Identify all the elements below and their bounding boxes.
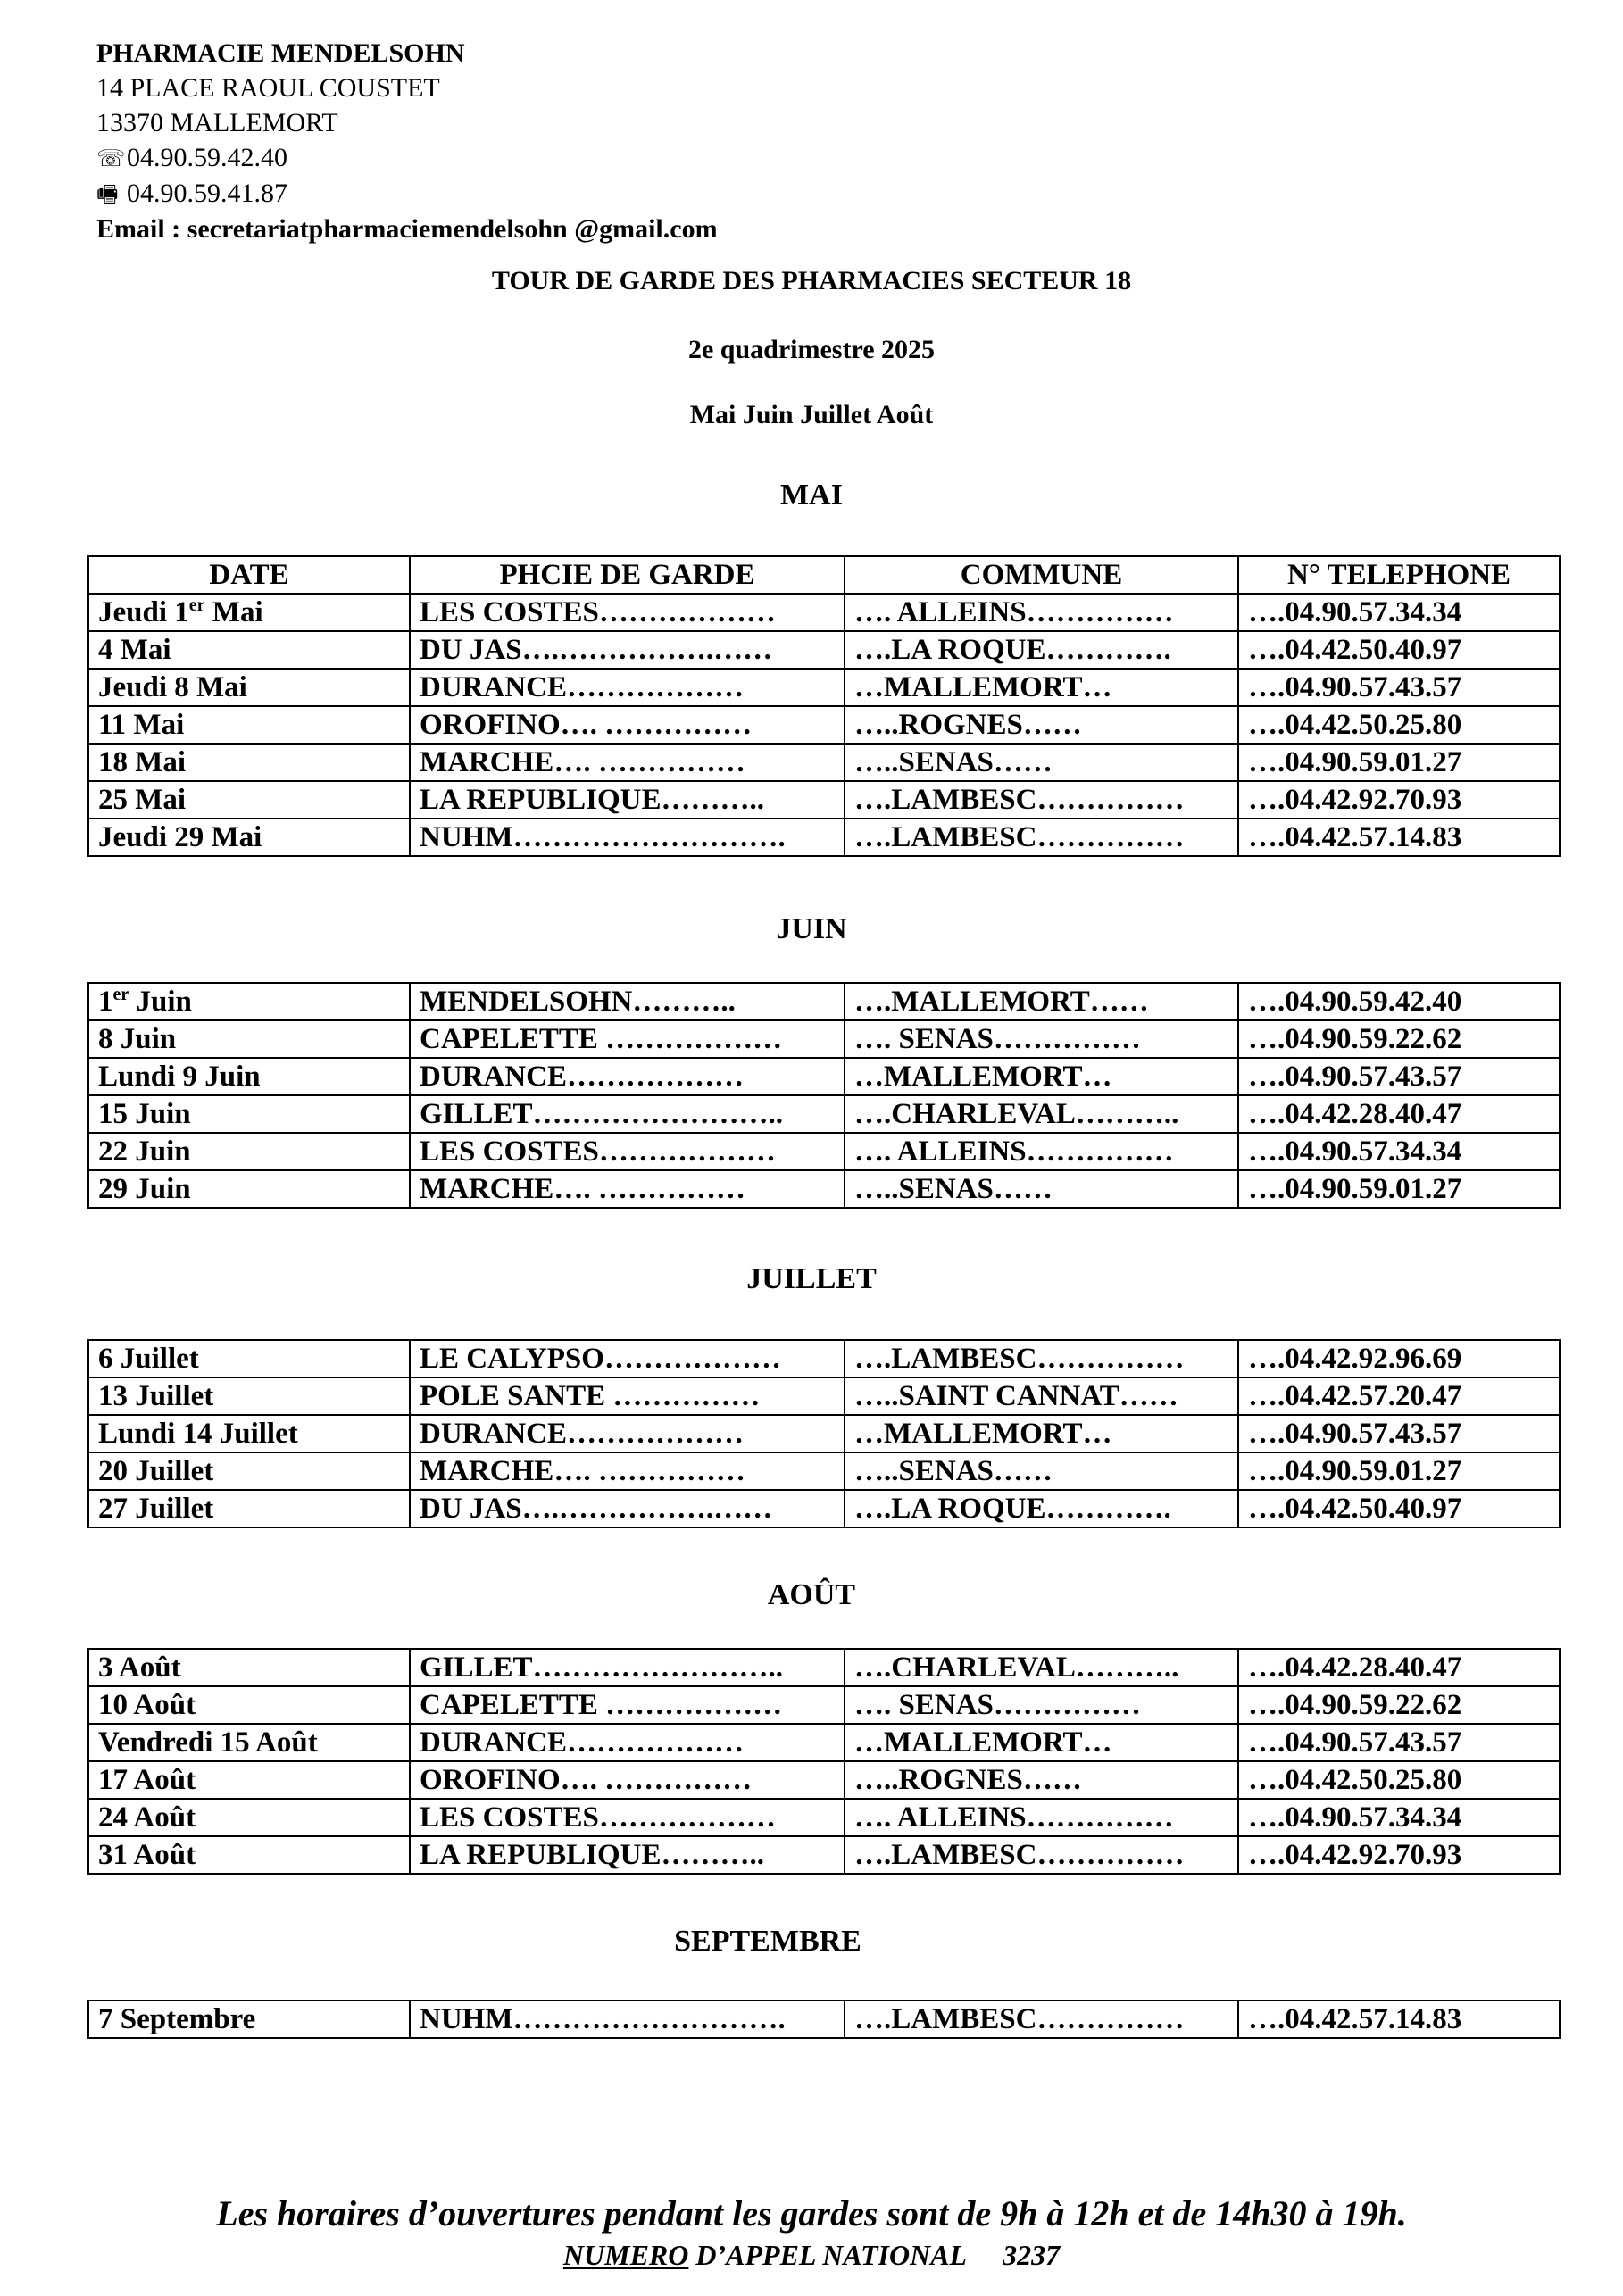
phone-cell: ….04.90.57.34.34 <box>1238 1133 1560 1170</box>
schedule-table-juin <box>87 982 1561 1209</box>
commune-cell: …. SENAS…………… <box>845 1020 1238 1058</box>
commune-cell: …. ALLEINS…………… <box>845 594 1238 631</box>
table-row <box>88 1170 1560 1208</box>
month-title-mai: MAI <box>780 478 843 512</box>
month-title-juin: JUIN <box>776 912 847 945</box>
pharmacy-cell: CAPELETTE ……………… <box>410 1686 845 1724</box>
pharmacy-cell: LES COSTES……………… <box>410 1799 845 1836</box>
pharmacy-header <box>96 36 718 246</box>
national-number-line <box>0 2239 1623 2272</box>
phone-cell: ….04.42.92.70.93 <box>1238 781 1560 819</box>
document-title: TOUR DE GARDE DES PHARMACIES SECTEUR 18 <box>491 266 1132 295</box>
date-cell: Jeudi 29 Mai <box>88 819 410 856</box>
commune-cell: …MALLEMORT… <box>845 1415 1238 1452</box>
date-cell: 31 Août <box>88 1836 410 1874</box>
table-row <box>88 1649 1560 1686</box>
pharmacy-cell: MARCHE…. …………… <box>410 1452 845 1490</box>
opening-hours-note: Les horaires d’ouvertures pendant les gardes sont de 9h à 12h et de 14h30 à 19h. <box>216 2193 1407 2234</box>
date-cell: Vendredi 15 Août <box>88 1724 410 1761</box>
phone-cell: ….04.42.50.25.80 <box>1238 1761 1560 1799</box>
date-cell: 17 Août <box>88 1761 410 1799</box>
schedule-table-juillet <box>87 1339 1561 1528</box>
date-cell: 11 Mai <box>88 706 410 744</box>
table-row <box>88 781 1560 819</box>
date-cell: Jeudi 8 Mai <box>88 669 410 706</box>
phone-cell: ….04.90.59.22.62 <box>1238 1020 1560 1058</box>
national-number-value: 3237 <box>1003 2239 1061 2271</box>
phone-cell: ….04.42.28.40.47 <box>1238 1649 1560 1686</box>
date-cell: 4 Mai <box>88 631 410 669</box>
commune-cell: ….LAMBESC…………… <box>845 1340 1238 1377</box>
table-row <box>88 1377 1560 1415</box>
phone-cell: ….04.42.92.70.93 <box>1238 1836 1560 1874</box>
pharmacy-cell: CAPELETTE ……………… <box>410 1020 845 1058</box>
commune-cell: …..ROGNES…… <box>845 1761 1238 1799</box>
phone-cell: ….04.42.28.40.47 <box>1238 1095 1560 1133</box>
commune-cell: ….LAMBESC…………… <box>845 781 1238 819</box>
phone-cell: ….04.90.57.34.34 <box>1238 594 1560 631</box>
pharmacy-cell: MARCHE…. …………… <box>410 744 845 781</box>
date-cell: Jeudi 1er Mai <box>88 594 410 631</box>
pharmacy-cell: NUHM………………………. <box>410 819 845 856</box>
national-number-label: D’APPEL NATIONAL <box>688 2239 968 2271</box>
date-cell: 29 Juin <box>88 1170 410 1208</box>
phone-cell: ….04.90.59.22.62 <box>1238 1686 1560 1724</box>
commune-cell: ….LA ROQUE…………. <box>845 1490 1238 1527</box>
date-cell: 22 Juin <box>88 1133 410 1170</box>
phone-cell: ….04.42.50.40.97 <box>1238 631 1560 669</box>
pharmacy-cell: LA REPUBLIQUE……….. <box>410 1836 845 1874</box>
commune-cell: …..SENAS…… <box>845 1170 1238 1208</box>
date-cell: 3 Août <box>88 1649 410 1686</box>
pharmacy-cell: GILLET…………………….. <box>410 1649 845 1686</box>
pharmacy-cell: GILLET…………………….. <box>410 1095 845 1133</box>
pharmacy-cell: OROFINO…. …………… <box>410 1761 845 1799</box>
commune-cell: …..SENAS…… <box>845 744 1238 781</box>
phone-cell: ….04.42.57.14.83 <box>1238 819 1560 856</box>
commune-cell: …MALLEMORT… <box>845 669 1238 706</box>
fax-line <box>96 176 718 212</box>
table-row <box>88 706 1560 744</box>
table-row <box>88 1490 1560 1527</box>
pharmacy-cell: POLE SANTE …………… <box>410 1377 845 1415</box>
commune-cell: …. SENAS…………… <box>845 1686 1238 1724</box>
table-row <box>88 1761 1560 1799</box>
pharmacy-city: 13370 MALLEMORT <box>96 108 338 137</box>
telephone-icon: ☏ <box>96 146 126 171</box>
table-row <box>88 631 1560 669</box>
phone-cell: ….04.42.50.40.97 <box>1238 1490 1560 1527</box>
date-cell: 24 Août <box>88 1799 410 1836</box>
pharmacy-address: 14 PLACE RAOUL COUSTET <box>96 73 440 103</box>
commune-cell: …. ALLEINS…………… <box>845 1133 1238 1170</box>
phone-cell: ….04.90.59.01.27 <box>1238 1452 1560 1490</box>
commune-cell: ….CHARLEVAL……….. <box>845 1095 1238 1133</box>
table-row <box>88 1133 1560 1170</box>
date-cell: 20 Juillet <box>88 1452 410 1490</box>
date-cell: 18 Mai <box>88 744 410 781</box>
national-number-label-underlined: NUMERO <box>562 2239 689 2271</box>
table-row <box>88 819 1560 856</box>
phone-cell: ….04.90.59.01.27 <box>1238 744 1560 781</box>
pharmacy-cell: LA REPUBLIQUE……….. <box>410 781 845 819</box>
date-cell: 8 Juin <box>88 1020 410 1058</box>
phone-line <box>96 140 718 176</box>
pharmacy-cell: DU JAS….…………….…… <box>410 631 845 669</box>
table-row <box>88 2001 1560 2038</box>
table-row <box>88 1724 1560 1761</box>
commune-cell: …..SAINT CANNAT…… <box>845 1377 1238 1415</box>
document-subtitle: 2e quadrimestre 2025 <box>687 335 936 364</box>
table-row <box>88 1340 1560 1377</box>
phone-number: 04.90.59.42.40 <box>127 143 287 172</box>
date-cell: 7 Septembre <box>88 2001 410 2038</box>
phone-cell: ….04.90.57.43.57 <box>1238 669 1560 706</box>
month-title-juillet: JUILLET <box>746 1262 877 1295</box>
table-row <box>88 1452 1560 1490</box>
pharmacy-cell: MARCHE…. …………… <box>410 1170 845 1208</box>
date-cell: 27 Juillet <box>88 1490 410 1527</box>
commune-cell: ….LAMBESC…………… <box>845 2001 1238 2038</box>
table-row <box>88 1020 1560 1058</box>
table-row <box>88 1095 1560 1133</box>
pharmacy-cell: LES COSTES……………… <box>410 1133 845 1170</box>
pharmacy-name: PHARMACIE MENDELSOHN <box>96 38 465 68</box>
commune-cell: …. ALLEINS…………… <box>845 1799 1238 1836</box>
pharmacy-cell: DURANCE……………… <box>410 1058 845 1095</box>
phone-cell: ….04.90.57.43.57 <box>1238 1415 1560 1452</box>
date-cell: 6 Juillet <box>88 1340 410 1377</box>
commune-cell: …MALLEMORT… <box>845 1058 1238 1095</box>
table-row <box>88 744 1560 781</box>
date-cell: 13 Juillet <box>88 1377 410 1415</box>
date-cell: 10 Août <box>88 1686 410 1724</box>
commune-cell: ….CHARLEVAL……….. <box>845 1649 1238 1686</box>
commune-cell: ….LA ROQUE…………. <box>845 631 1238 669</box>
column-header-commune: COMMUNE <box>845 556 1238 594</box>
column-header-date: DATE <box>88 556 410 594</box>
pharmacy-cell: NUHM………………………. <box>410 2001 845 2038</box>
phone-cell: ….04.42.50.25.80 <box>1238 706 1560 744</box>
table-row <box>88 669 1560 706</box>
commune-cell: …..SENAS…… <box>845 1452 1238 1490</box>
pharmacy-cell: OROFINO…. …………… <box>410 706 845 744</box>
date-cell: 25 Mai <box>88 781 410 819</box>
column-header-phone: N° TELEPHONE <box>1238 556 1560 594</box>
schedule-table-septembre <box>87 2000 1561 2039</box>
date-cell: Lundi 14 Juillet <box>88 1415 410 1452</box>
schedule-table-mai <box>87 555 1561 857</box>
month-title-septembre: SEPTEMBRE <box>674 1925 861 1958</box>
pharmacy-cell: MENDELSOHN……….. <box>410 983 845 1020</box>
column-header-pharmacy: PHCIE DE GARDE <box>410 556 845 594</box>
phone-cell: ….04.90.57.43.57 <box>1238 1724 1560 1761</box>
table-row <box>88 1836 1560 1874</box>
table-header-row <box>88 556 1560 594</box>
phone-cell: ….04.42.57.14.83 <box>1238 2001 1560 2038</box>
table-row <box>88 983 1560 1020</box>
table-row <box>88 594 1560 631</box>
pharmacy-cell: LE CALYPSO……………… <box>410 1340 845 1377</box>
month-title-aout: AOÛT <box>767 1578 856 1611</box>
date-cell: 1er Juin <box>88 983 410 1020</box>
table-row <box>88 1686 1560 1724</box>
months-line: Mai Juin Juillet Août <box>689 400 934 429</box>
commune-cell: ….MALLEMORT…… <box>845 983 1238 1020</box>
phone-cell: ….04.90.57.43.57 <box>1238 1058 1560 1095</box>
phone-cell: ….04.90.57.34.34 <box>1238 1799 1560 1836</box>
table-row <box>88 1058 1560 1095</box>
schedule-table-aout <box>87 1648 1561 1875</box>
phone-cell: ….04.90.59.42.40 <box>1238 983 1560 1020</box>
date-cell: 15 Juin <box>88 1095 410 1133</box>
pharmacy-cell: DURANCE……………… <box>410 1724 845 1761</box>
pharmacy-cell: DU JAS….…………….…… <box>410 1490 845 1527</box>
pharmacy-cell: DURANCE……………… <box>410 1415 845 1452</box>
phone-cell: ….04.90.59.01.27 <box>1238 1170 1560 1208</box>
fax-number: 04.90.59.41.87 <box>127 179 287 208</box>
fax-icon: 🖷 <box>96 181 119 207</box>
commune-cell: ….LAMBESC…………… <box>845 819 1238 856</box>
table-row <box>88 1799 1560 1836</box>
pharmacy-cell: DURANCE……………… <box>410 669 845 706</box>
commune-cell: …MALLEMORT… <box>845 1724 1238 1761</box>
phone-cell: ….04.42.92.96.69 <box>1238 1340 1560 1377</box>
date-cell: Lundi 9 Juin <box>88 1058 410 1095</box>
pharmacy-cell: LES COSTES……………… <box>410 594 845 631</box>
commune-cell: …..ROGNES…… <box>845 706 1238 744</box>
email-line: Email : secretariatpharmaciemendelsohn @gmail.com <box>96 214 718 244</box>
commune-cell: ….LAMBESC…………… <box>845 1836 1238 1874</box>
phone-cell: ….04.42.57.20.47 <box>1238 1377 1560 1415</box>
table-row <box>88 1415 1560 1452</box>
